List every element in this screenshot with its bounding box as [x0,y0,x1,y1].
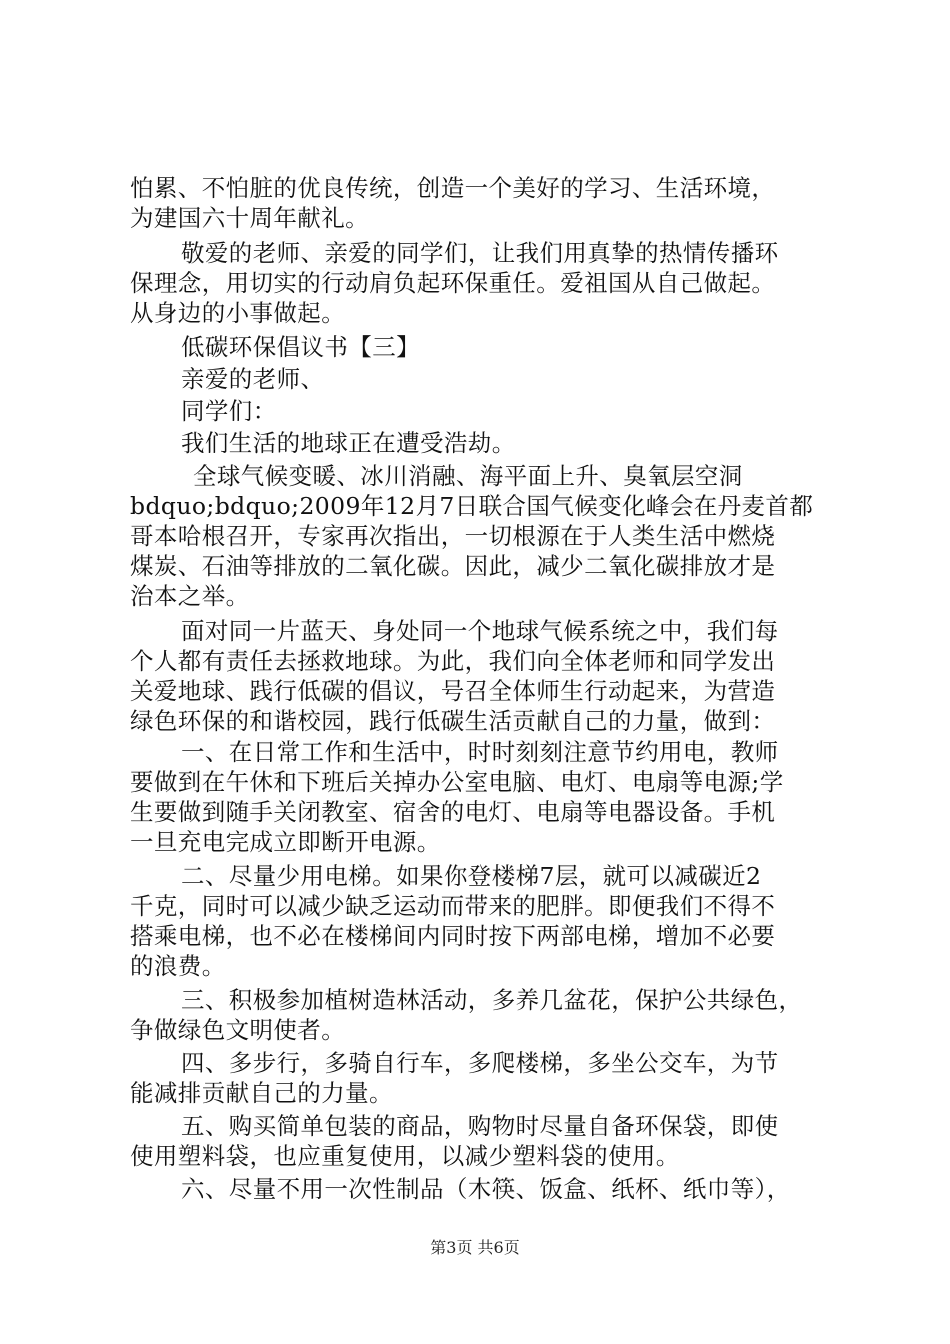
body-line: 哥本哈根召开，专家再次指出，一切根源在于人类生活中燃烧 [130,522,776,550]
body-line: 怕累、不怕脏的优良传统，创造一个美好的学习、生活环境， [130,174,776,202]
body-line: 搭乘电梯，也不必在楼梯间内同时按下两部电梯，增加不必要 [130,922,776,950]
body-line: 六、尽量不用一次性制品（木筷、饭盒、纸杯、纸巾等）， [181,1175,791,1203]
body-line: 要做到在午休和下班后关掉办公室电脑、电灯、电扇等电源;学 [130,768,784,796]
body-line: 敬爱的老师、亲爱的同学们，让我们用真挚的热情传播环 [181,239,779,267]
body-line: 治本之举。 [130,582,250,610]
body-line: 二、尽量少用电梯。如果你登楼梯7层，就可以减碳近2 [181,862,762,890]
body-line: 我们生活的地球正在遭受浩劫。 [181,429,516,457]
body-line: 为建国六十周年献礼。 [130,204,369,232]
body-line: 能减排贡献自己的力量。 [130,1079,393,1107]
salutation-line: 亲爱的老师、 [181,365,325,393]
body-line: 使用塑料袋，也应重复使用，以减少塑料袋的使用。 [130,1142,680,1170]
body-line: 绿色环保的和谐校园，践行低碳生活贡献自己的力量，做到： [130,707,776,735]
body-line: 四、多步行，多骑自行车，多爬楼梯，多坐公交车，为节 [181,1049,779,1077]
body-line: 个人都有责任去拯救地球。为此，我们向全体老师和同学发出 [130,647,776,675]
salutation-line: 同学们： [181,397,277,425]
body-line: 争做绿色文明使者。 [130,1016,346,1044]
body-line: 从身边的小事做起。 [130,299,346,327]
body-line: 保理念，用切实的行动肩负起环保重任。爱祖国从自己做起。 [130,269,776,297]
body-line: 面对同一片蓝天、身处同一个地球气候系统之中，我们每 [181,617,779,645]
body-line: 关爱地球、践行低碳的倡议，号召全体师生行动起来，为营造 [130,677,776,705]
body-line: 的浪费。 [130,952,226,980]
body-line: 煤炭、石油等排放的二氧化碳。因此，减少二氧化碳排放才是 [130,552,776,580]
page-footer: 第3页 共6页 [430,1238,520,1257]
body-line: 生要做到随手关闭教室、宿舍的电灯、电扇等电器设备。手机 [130,798,776,826]
body-line: 三、积极参加植树造林活动，多养几盆花，保护公共绿色， [181,986,803,1014]
body-line: bdquo;bdquo;2009年12月7日联合国气候变化峰会在丹麦首都 [130,492,814,520]
body-line: 一、在日常工作和生活中，时时刻刻注意节约用电，教师 [181,738,779,766]
body-line: 五、购买简单包装的商品，购物时尽量自备环保袋，即使 [181,1112,779,1140]
body-line: 千克，同时可以减少缺乏运动而带来的肥胖。即便我们不得不 [130,892,776,920]
body-line: 一旦充电完成立即断开电源。 [130,828,441,856]
section-heading: 低碳环保倡议书【三】 [181,333,420,361]
body-line: 全球气候变暖、冰川消融、海平面上升、臭氧层空洞 [193,462,743,490]
